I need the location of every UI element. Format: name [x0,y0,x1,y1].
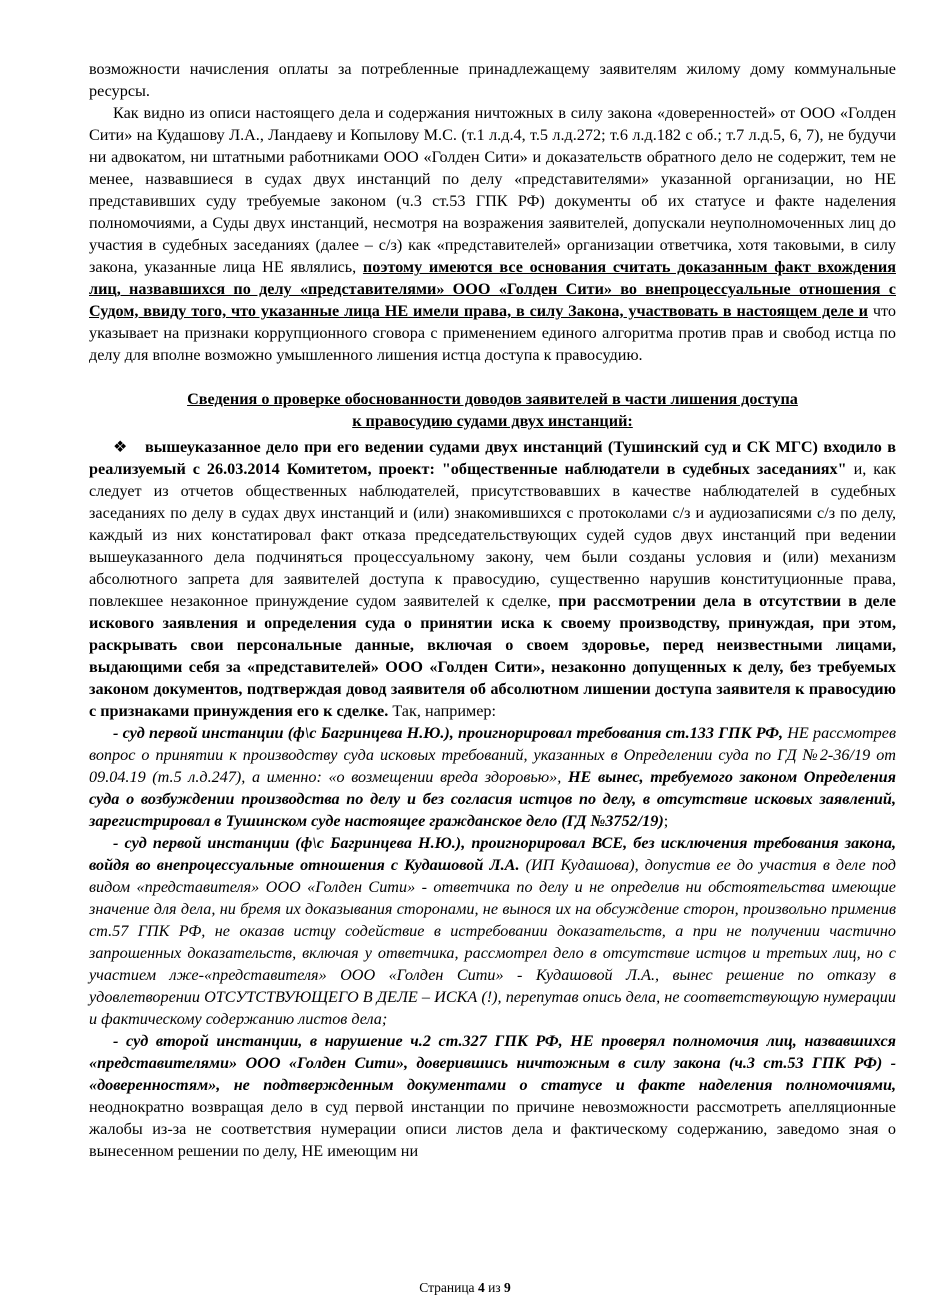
paragraph-1-text: возможности начисления оплаты за потребленные принадлежащему заявителям жилому дому коммунальные ресурсы. [89,60,896,100]
list-item-1 [89,722,896,832]
list-item-1-tail: ; [663,812,669,830]
paragraph-1 [89,58,896,102]
list-item-2-text: (ИП Кудашова), допустив ее до участия в деле под видом «представителя» ООО «Голден Сити» - ответчика по делу и не определив ни обстоятельства имеющие значение для дела, ни бремя их доказывания сторонами, не вынося их на обсуждение сторон, произвольно применив ст.57 ГПК РФ, не оказав истцу содействие в истребовании доказательств, а при не получении частично запрошенных доказательств, включая у ответчика, рассмотрел дело в отсутствие истцов и третьих лиц, но с участием лже-«представителя» ООО «Голден Сити» - Кудашовой Л.А., вынес решение по отказу в удовлетворении ОТСУТСТВУЮЩЕГО В ДЕЛЕ – ИСКА (!), перепутав опись дела, не соответствующую нумерации и фактическому содержанию листов дела; [89,856,896,1028]
document-body [89,58,896,1162]
diamond-bullet-icon: ❖ [113,438,128,456]
bullet-tail: Так, например: [388,702,497,720]
section-heading [89,388,896,432]
section-heading-line-2: к правосудию судами двух инстанций: [352,412,633,430]
bullet-text: и, как следует из отчетов общественных наблюдателей, присутствовавших в качестве наблюдателей в судебных заседаниях по делу в судах двух инстанций и (или) знакомившихся с протоколами с/з и аудиозаписями с/з по делу, каждый из них констатировал факт отказа председательствующих судей судов двух инстанций при ведении вышеуказанного дела подчиняться процессуальному закону, чем были созданы условия и (или) механизм абсолютного запрета для заявителей доступа к правосудию, существенно нарушив конституционные права, повлекшее незаконное принуждение судом заявителей к сделке, [89,460,896,610]
list-item-2-lead: - суд первой инстанции (ф\с Багринцева Н.Ю.), проигнорировал ВСЕ, без исключения требования закона, войдя во внепроцессуальные отношения с Кудашовой Л.А. [89,834,896,874]
bullet-bold-lead: вышеуказанное дело при его ведении судами двух инстанций (Тушинский суд и СК МГС) входило в реализуемый с 26.03.2014 Комитетом, проект: "общественные наблюдатели в судебных заседаниях" [89,438,896,478]
footer-prefix: Страница [419,1280,478,1295]
footer-middle: из [484,1280,504,1295]
list-item-2 [89,832,896,1030]
bullet-paragraph [89,436,896,722]
list-item-3-text: неоднократно возвращая дело в суд первой инстанции по причине невозможности рассмотреть апелляционные жалобы из-за не соответствия нумерации описи листов дела и фактическому содержанию, заведомо зная о вынесенном решении по делу, НЕ имеющим ни [89,1098,896,1160]
section-heading-line-1: Сведения о проверке обоснованности доводов заявителей в части лишения доступа [187,390,798,408]
paragraph-2 [89,102,896,366]
list-item-1-emphasis: НЕ вынес, требуемого законом Определения суда о возбуждении производства по делу и без согласия истцов по делу, в отсутствие исковых заявлений, зарегистрировал в Тушинском суде настоящее гражданское дело (ГД №3752/19) [89,768,897,830]
paragraph-2-emphasis: поэтому имеются все основания считать доказанным факт вхождения лиц, назвавшихся по делу «представителями» ООО «Голден Сити» во внепроцессуальные отношения с Судом, ввиду того, что указанные лица НЕ имели права, в силу Закона, участвовать в настоящем деле и [89,258,896,320]
list-item-1-text: НЕ рассмотрев вопрос о принятии к производству суда исковых требований, указанных в Определении суда по ГД №2-36/19 от 09.04.19 (т.5 л.д.247), а именно: «о возмещении вреда здоровью», [89,724,896,786]
footer-current-page: 4 [477,1280,485,1295]
footer-total-pages: 9 [504,1280,511,1295]
bullet-bold-conclusion: при рассмотрении дела в отсутствии в деле искового заявления и определения суда о принятии иска к своему производству, принуждая, при этом, раскрывать свои персональные данные, включая о своем здоровье, перед неизвестными лицами, выдающими себя за «представителей» ООО «Голден Сити», незаконно допущенных к делу, без требуемых законом документов, подтверждая довод заявителя об абсолютном лишении доступа заявителя к правосудию с признаками принуждения его к сделке. [89,592,896,720]
paragraph-2-text: Как видно из описи настоящего дела и содержания ничтожных в силу закона «доверенностей» от ООО «Голден Сити» на Кудашову Л.А., Ландаеву и Копылову М.С. (т.1 л.д.4, т.5 л.д.272; т.6 л.д.182 с об.; т.7 л.д.5, 6, 7), не будучи ни адвокатом, ни штатными работниками ООО «Голден Сити» и доказательств обратного дело не содержит, тем не менее, назвавшиеся в судах двух инстанций по делу «представителями» указанной организации, но НЕ представивших суду требуемые законом (ч.3 ст.53 ГПК РФ) документы об их статусе и факте наделения полномочиями, а Суды двух инстанций, несмотря на возражения заявителей, допускали неуполномоченных лиц до участия в судебных заседаниях (далее – с/з) как «представителей» организации ответчика, хотя таковыми, в силу закона, указанные лица НЕ являлись, [89,104,896,276]
paragraph-2-tail: что указывает на признаки коррупционного сговора с применением единого алгоритма против прав и свобод истца по делу для вполне возможно умышленного лишения истца доступа к правосудию. [89,302,896,364]
page-footer [0,1279,930,1297]
list-item-1-lead: - суд первой инстанции (ф\с Багринцева Н.Ю.), проигнорировал требования ст.133 ГПК РФ, [113,724,784,742]
list-item-3-lead: - суд второй инстанции, в нарушение ч.2 ст.327 ГПК РФ, НЕ проверял полномочия лиц, назвавшихся «представителями» ООО «Голден Сити», доверившись ничтожным в силу закона (ч.3 ст.53 ГПК РФ) - «доверенностям», не подтвержденным документами о статусе и факте наделения полномочиями, [89,1032,896,1094]
list-item-3 [89,1030,896,1162]
